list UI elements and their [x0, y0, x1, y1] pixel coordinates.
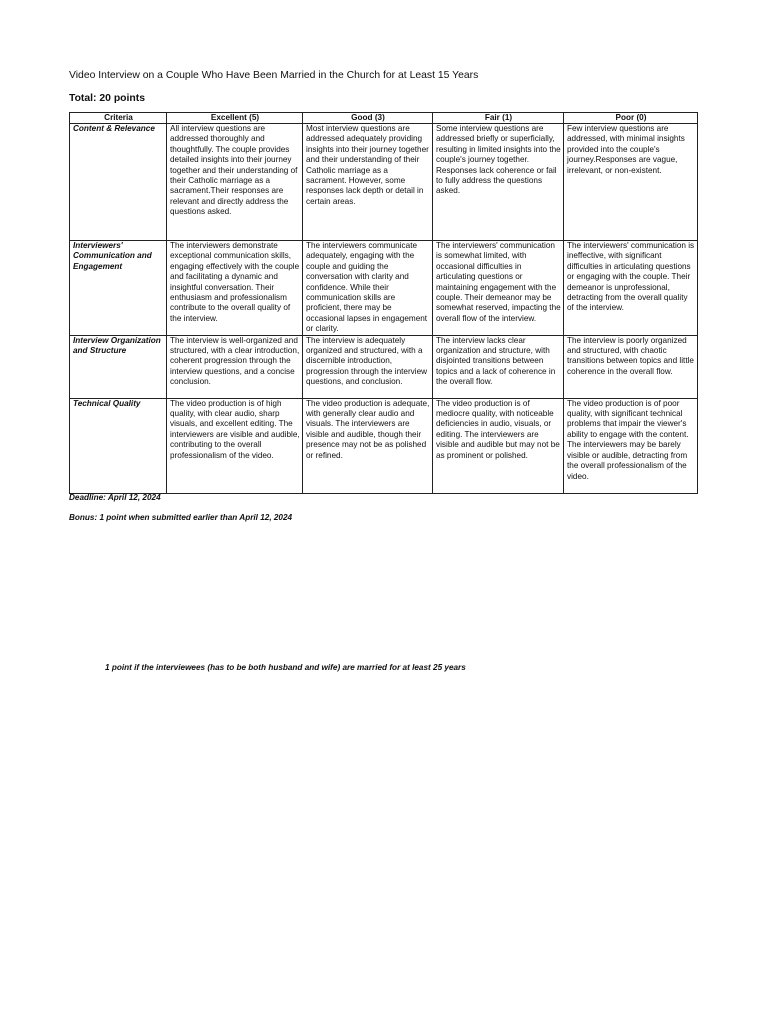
header-fair: Fair (1)	[433, 113, 564, 124]
rating-cell: The video production is of high quality, with clear audio, sharp visuals, and excellent editing. The interviewers are visible and audible, contributing to the overall professionalism of the video.	[167, 398, 303, 493]
rating-cell: The interview is well-organized and structured, with a clear introduction, coherent progression through the interview questions, and a concise conclusion.	[167, 335, 303, 398]
rating-cell: Some interview questions are addressed briefly or superficially, resulting in limited insights into the couple's journey together. Responses lack coherence or fail to fully address the questions asked.	[433, 124, 564, 241]
rating-cell: The video production is of poor quality, with significant technical problems that impair the viewer's ability to engage with the content. The interviewers may be barely visible or audible, detracting from the overall professionalism of the video.	[564, 398, 698, 493]
rubric-table	[69, 112, 698, 494]
criteria-cell: Interview Organization and Structure	[70, 335, 167, 398]
rating-cell: The interview lacks clear organization and structure, with disjointed transitions between topics and a lack of coherence in the overall flow.	[433, 335, 564, 398]
table-row	[70, 124, 698, 241]
header-good: Good (3)	[303, 113, 433, 124]
criteria-cell: Technical Quality	[70, 398, 167, 493]
table-row	[70, 241, 698, 336]
rating-cell: The interviewers' communication is ineffective, with significant difficulties in articulating questions or engaging with the couple. Their demeanor is unprofessional, detracting from the overall quality of the interview.	[564, 241, 698, 336]
deadline-note: Deadline: April 12, 2024	[69, 493, 161, 502]
criteria-cell: Content & Relevance	[70, 124, 167, 241]
rating-cell: The interviewers communicate adequately, engaging with the couple and guiding the conversation with clarity and confidence. While their communication skills are proficient, there may be occasional lapses in engagement or clarity.	[303, 241, 433, 336]
criteria-cell: Interviewers' Communication and Engagement	[70, 241, 167, 336]
table-row	[70, 335, 698, 398]
rating-cell: The video production is adequate, with generally clear audio and visuals. The interviewers are visible and audible, though their presence may not be as polished or refined.	[303, 398, 433, 493]
rating-cell: The video production is of mediocre quality, with noticeable deficiencies in audio, visuals, or editing. The interviewers are visible and audible but may not be as prominent or polished.	[433, 398, 564, 493]
extra-bonus-note: 1 point if the interviewees (has to be both husband and wife) are married for at least 25 years	[105, 663, 466, 672]
rating-cell: All interview questions are addressed thoroughly and thoughtfully. The couple provides detailed insights into their journey together and their understanding of their Catholic marriage as a sacrament.Their responses are relevant and directly address the questions asked.	[167, 124, 303, 241]
total-points: Total: 20 points	[69, 93, 146, 104]
rating-cell: The interview is poorly organized and structured, with chaotic transitions between topics and little coherence in the overall flow.	[564, 335, 698, 398]
table-row	[70, 398, 698, 493]
rating-cell: The interviewers demonstrate exceptional communication skills, engaging effectively with the couple and facilitating a dynamic and insightful conversation. Their enthusiasm and professionalism contribute to the overall quality of the interview.	[167, 241, 303, 336]
header-row	[70, 113, 698, 124]
rating-cell: Few interview questions are addressed, with minimal insights provided into the couple's journey.Responses are vague, irrelevant, or non-existent.	[564, 124, 698, 241]
header-criteria: Criteria	[70, 113, 167, 124]
bonus-note: Bonus: 1 point when submitted earlier than April 12, 2024	[69, 513, 293, 522]
rating-cell: The interview is adequately organized and structured, with a discernible introduction, progression through the interview questions, and conclusion.	[303, 335, 433, 398]
document-title: Video Interview on a Couple Who Have Been Married in the Church for at Least 15 Years	[69, 70, 479, 81]
header-poor: Poor (0)	[564, 113, 698, 124]
header-excellent: Excellent (5)	[167, 113, 303, 124]
rating-cell: Most interview questions are addressed adequately providing insights into their journey together and their understanding of their Catholic marriage as a sacrament. However, some responses lack depth or detail in certain areas.	[303, 124, 433, 241]
rating-cell: The interviewers' communication is somewhat limited, with occasional difficulties in articulating questions or maintaining engagement with the couple. Their demeanor may be somewhat reserved, impacting the overall flow of the interview.	[433, 241, 564, 336]
